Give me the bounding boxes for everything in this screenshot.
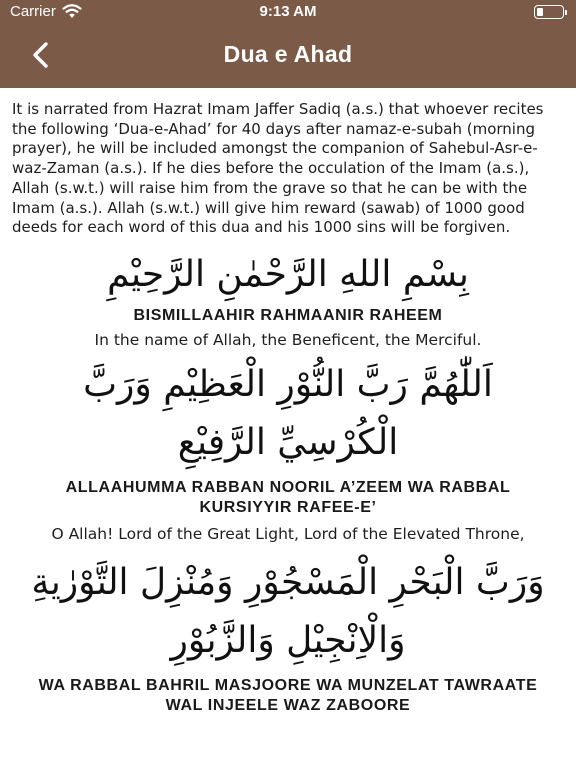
- transliteration: ALLAAHUMMA RABBAN NOORIL A’ZEEM WA RABBAL KURSIYYIR RAFEE-E’: [65, 478, 511, 516]
- verse-3: [0, 554, 576, 716]
- carrier-label: Carrier: [10, 3, 56, 20]
- verse-2: [0, 356, 576, 544]
- navigation-bar: [0, 24, 576, 88]
- dua-content[interactable]: [0, 88, 576, 768]
- arabic-verse: بِسْمِ اللهِ الرَّحْمٰنِ الرَّحِيْمِ: [107, 253, 469, 295]
- battery-icon: [534, 5, 564, 19]
- status-bar: [0, 0, 576, 24]
- transliteration: BISMILLAAHIR RAHMAANIR RAHEEM: [133, 306, 443, 324]
- page-title: Dua e Ahad: [223, 41, 353, 67]
- translation: O Allah! Lord of the Great Light, Lord of the Elevated Throne,: [51, 524, 525, 543]
- battery-outline: [534, 5, 564, 19]
- intro-paragraph: It is narrated from Hazrat Imam Jaffer Sadiq (a.s.) that whoever recites the following ‘Dua-e-Ahad’ for 40 days after namaz-e-subah (morning prayer), he will be included amongst the companion of Sahebul-Asr-e-waz-Zaman (a.s.). If he dies before the occulation of the Imam (a.s.), Allah (s.w.t.) will raise him from the grave so that he can be with the Imam (a.s.). Allah (s.w.t.) will give him reward (sawab) of 1000 good deeds for each word of this dua and his 1000 sins will be forgiven.: [12, 100, 544, 237]
- battery-fill: [537, 8, 543, 16]
- translation: In the name of Allah, the Beneficent, the Merciful.: [94, 330, 482, 349]
- verse-1: [0, 246, 576, 350]
- arabic-verse: وَرَبَّ الْبَحْرِ الْمَسْجُوْرِ وَمُنْزِلَ التَّوْرٰيةِ وَالْاِنْجِيْلِ وَالزَّبُوْرِ: [31, 561, 545, 661]
- status-time: 9:13 AM: [259, 3, 317, 20]
- transliteration: WA RABBAL BAHRIL MASJOORE WA MUNZELAT TAWRAATE WAL INJEELE WAZ ZABOORE: [38, 676, 538, 714]
- arabic-verse: اَللّٰهُمَّ رَبَّ النُّوْرِ الْعَظِيْمِ وَرَبَّ الْكُرْسِيِّ الرَّفِيْعِ: [83, 363, 493, 463]
